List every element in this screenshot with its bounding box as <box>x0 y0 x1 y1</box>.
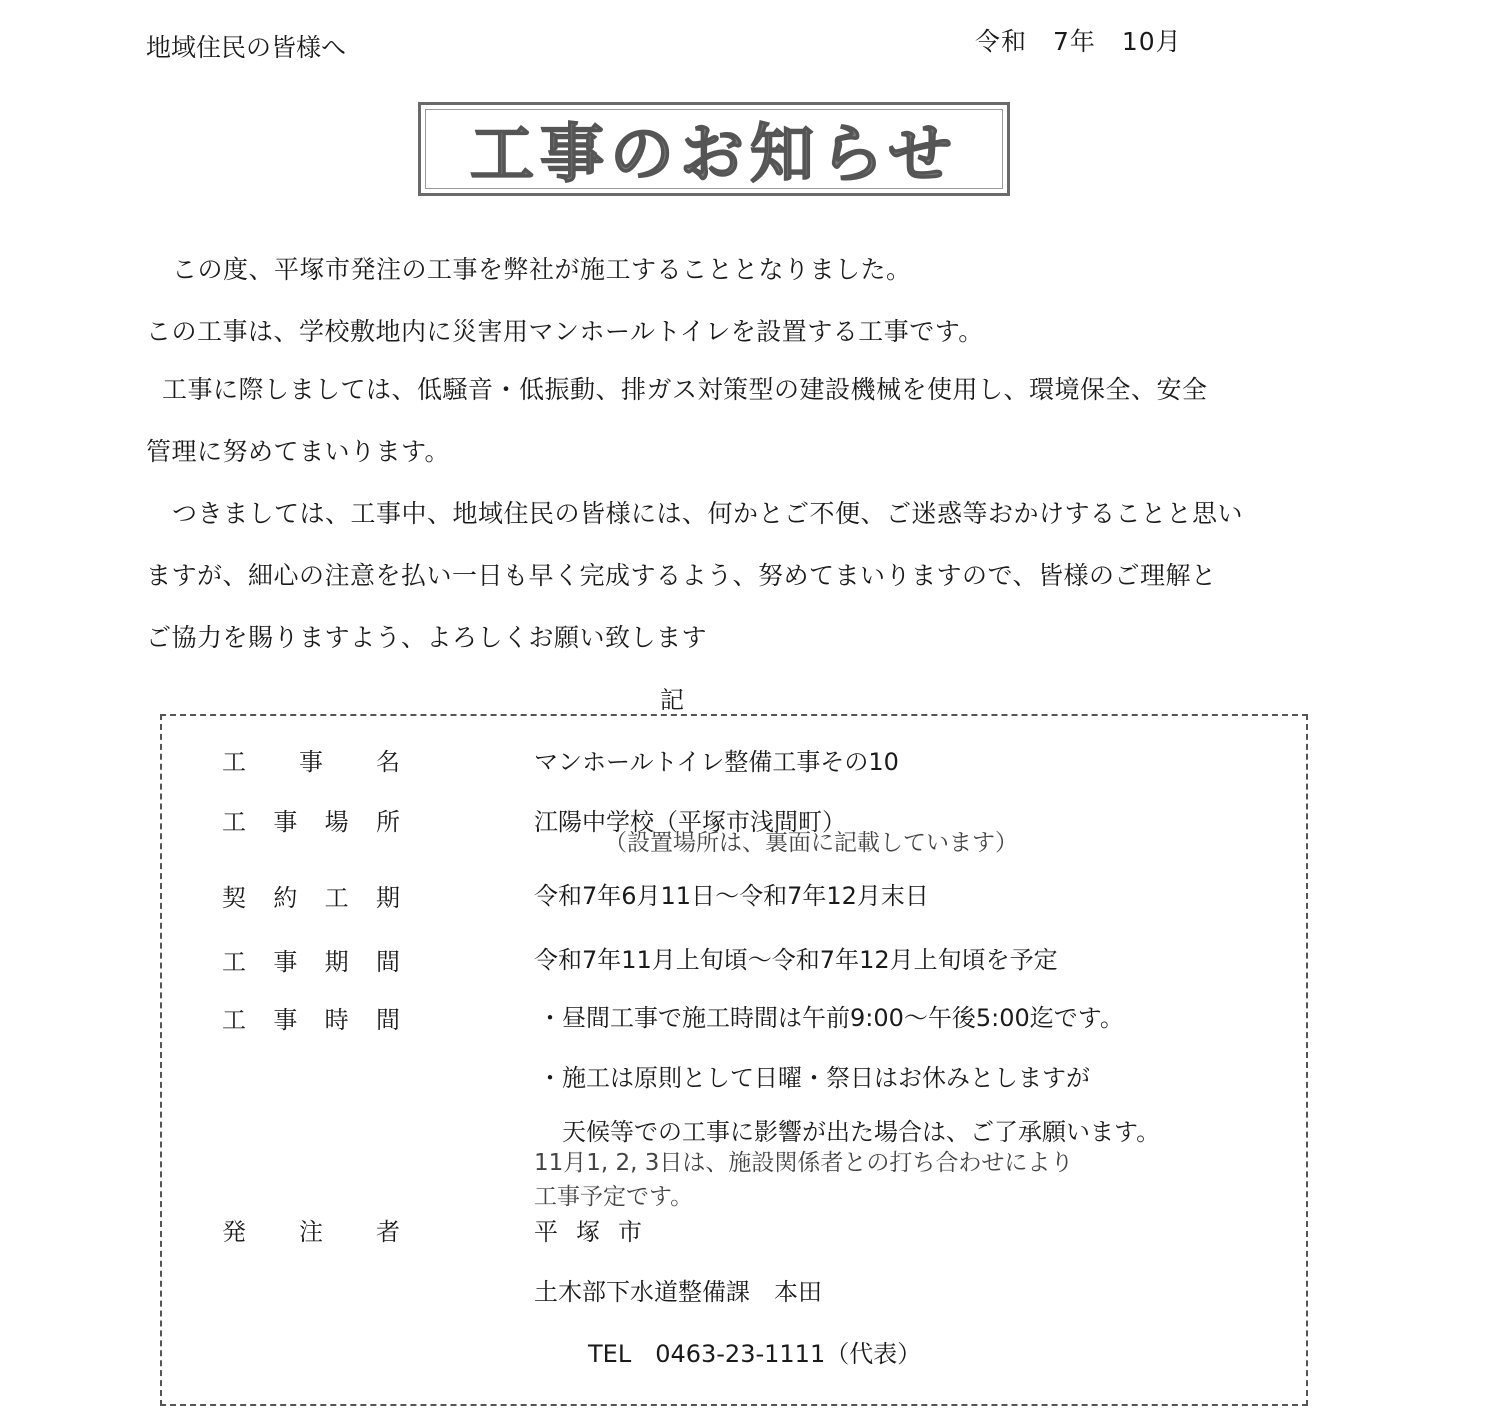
label-char: 工 <box>222 948 246 976</box>
addressee: 地域住民の皆様へ <box>146 33 347 62</box>
label-char: 期 <box>375 884 400 912</box>
label-char: 工 <box>324 884 349 912</box>
label-construction-name <box>222 742 400 777</box>
paragraph-7: ご協力を賜りますよう、よろしくお願い致します <box>146 623 708 652</box>
value-construction-name: マンホールトイレ整備工事その10 <box>534 748 899 776</box>
value-work-hours-line2: ・施工は原則として日曜・祭日はお休みとしますが <box>538 1064 1090 1092</box>
label-contract-period <box>222 878 400 913</box>
paragraph-3: 工事に際しましては、低騒音・低振動、排ガス対策型の建設機械を使用し、環境保全、安全 <box>162 375 1208 404</box>
label-work-period <box>222 942 400 977</box>
label-char: 事 <box>273 808 298 836</box>
paragraph-5: つきましては、工事中、地域住民の皆様には、何かとご不便、ご迷惑等おかけすることと思い <box>172 499 1244 528</box>
label-char: 時 <box>324 1006 349 1034</box>
label-char: 者 <box>376 1218 400 1246</box>
value-work-hours-line3: 天候等での工事に影響が出た場合は、ご了承願います。 <box>562 1118 1161 1146</box>
value-orderer-department: 土木部下水道整備課 本田 <box>534 1278 822 1306</box>
issue-date: 令和 7年 10月 <box>975 27 1182 56</box>
value-work-hours-line5: 工事予定です。 <box>534 1184 694 1210</box>
label-char: 工 <box>222 748 246 776</box>
label-char: 事 <box>273 1006 298 1034</box>
value-contract-period: 令和7年6月11日～令和7年12月末日 <box>534 882 929 910</box>
paragraph-6: ますが、細心の注意を払い一日も早く完成するよう、努めてまいりますので、皆様のご理解と <box>146 561 1217 590</box>
ki-heading: 記 <box>660 686 684 714</box>
label-char: 約 <box>273 884 298 912</box>
label-char: 注 <box>299 1218 323 1246</box>
label-orderer <box>222 1212 400 1247</box>
value-work-hours-line1: ・昼間工事で施工時間は午前9:00～午後5:00迄です。 <box>538 1004 1124 1032</box>
label-char: 期 <box>324 948 349 976</box>
label-char: 間 <box>375 948 400 976</box>
value-work-hours-line4: 11月1, 2, 3日は、施設関係者との打ち合わせにより <box>534 1150 1074 1176</box>
label-char: 名 <box>376 748 400 776</box>
label-char: 事 <box>273 948 298 976</box>
title-box <box>418 102 1010 196</box>
label-work-hours <box>222 1000 400 1035</box>
label-char: 契 <box>222 884 246 912</box>
label-char: 工 <box>222 1006 246 1034</box>
value-work-period: 令和7年11月上旬頃～令和7年12月上旬頃を予定 <box>534 946 1058 974</box>
label-char: 間 <box>375 1006 400 1034</box>
value-orderer-phone: TEL 0463-23-1111（代表） <box>588 1340 922 1368</box>
label-char: 事 <box>299 748 323 776</box>
page-title: 工事のお知らせ <box>469 118 959 192</box>
value-orderer-city: 平塚市 <box>534 1218 660 1246</box>
paragraph-4: 管理に努めてまいります。 <box>146 437 451 466</box>
value-place-note: （設置場所は、裏面に記載しています） <box>604 830 1018 856</box>
label-char: 発 <box>222 1218 246 1246</box>
paragraph-2: この工事は、学校敷地内に災害用マンホールトイレを設置する工事です。 <box>146 317 984 346</box>
label-char: 場 <box>324 808 349 836</box>
label-char: 所 <box>375 808 400 836</box>
label-char: 工 <box>222 808 246 836</box>
label-construction-place <box>222 802 400 837</box>
value-construction-place: 江陽中学校（平塚市浅間町） <box>534 808 846 836</box>
paragraph-1: この度、平塚市発注の工事を弊社が施工することとなりました。 <box>172 255 912 284</box>
